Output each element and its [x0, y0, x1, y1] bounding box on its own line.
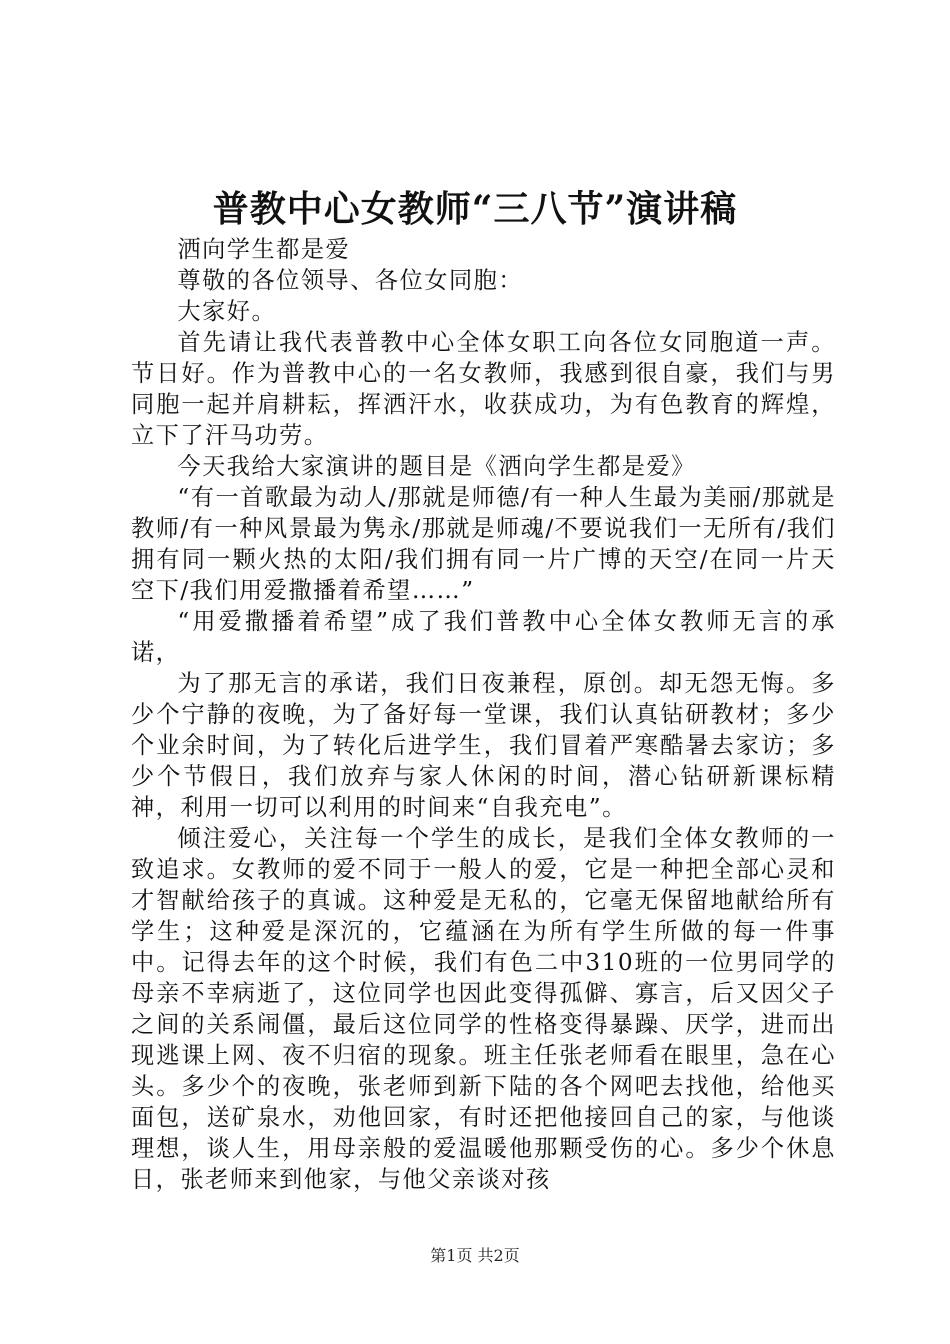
salutation: 尊敬的各位领导、各位女同胞： [177, 267, 524, 294]
page-number-footer: 第1页 共2页 [430, 1246, 520, 1265]
page-title: 普教中心女教师“三八节”演讲稿 [212, 188, 738, 230]
document-body [131, 234, 836, 1195]
paragraph: 首先请让我代表普教中心全体女职工向各位女同胞道一声。节日好。作为普教中心的一名女教师，我感到很自豪，我们与男同胞一起并肩耕耘，挥洒汗水，收获成功，为有色教育的辉煌，立下了汗马功劳。 [131, 329, 836, 449]
paragraph: “用爱撒播着希望”成了我们普教中心全体女教师无言的承诺， [131, 608, 836, 666]
paragraph: 为了那无言的承诺，我们日夜兼程，原创。却无怨无悔。多少个宁静的夜晚，为了备好每一堂课，我们认真钻研教材；多少个业余时间，为了转化后进学生，我们冒着严寒酷暑去家访；多少个节假日，我们放弃与家人休闲的时间，潜心钻研新课标精神，利用一切可以利用的时间来“自我充电”。 [131, 670, 836, 821]
paragraph: 倾注爱心，关注每一个学生的成长，是我们全体女教师的一致追求。女教师的爱不同于一般人的爱，它是一种把全部心灵和才智献给孩子的真诚。这种爱是无私的，它毫无保留地献给所有学生；这种爱是深沉的，它蕴涵在为所有学生所做的每一件事中。记得去年的这个时候，我们有色二中310班的一位男同学的母亲不幸病逝了，这位同学也因此变得孤僻、寡言，后又因父子之间的关系闹僵，最后这位同学的性格变得暴躁、厌学，进而出现逃课上网、夜不归宿的现象。班主任张老师看在眼里，急在心头。多少个的夜晚，张老师到新下陆的各个网吧去找他，给他买面包，送矿泉水，劝他回家，有时还把他接回自己的家，与他谈理想，谈人生，用母亲般的爱温暖他那颗受伤的心。多少个休息日，张老师来到他家，与他父亲谈对孩 [131, 825, 836, 1193]
paragraph: 今天我给大家演讲的题目是《洒向学生都是爱》 [177, 453, 696, 480]
poem-quote: “有一首歌最为动人/那就是师德/有一种人生最为美丽/那就是教师/有一种风景最为隽永/那就是师魂/不要说我们一无所有/我们拥有同一颗火热的太阳/我们拥有同一片广博的天空/在同一片天空下/我们用爱撒播着希望……” [131, 484, 836, 604]
greeting: 大家好。 [177, 298, 277, 325]
speech-subtitle: 洒向学生都是爱 [177, 236, 351, 263]
